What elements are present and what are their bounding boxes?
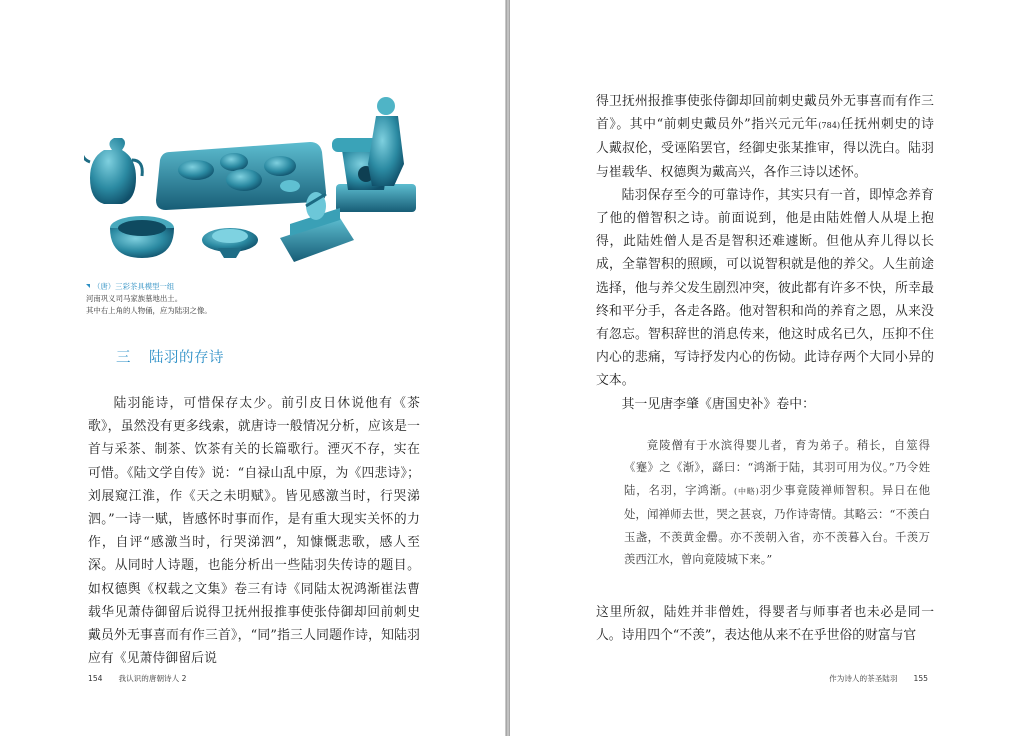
caption-line: 其中右上角的人物俑，应为陆羽之像。	[86, 306, 212, 315]
section-heading	[116, 346, 224, 367]
left-body-text	[88, 392, 420, 670]
paragraph: 得卫抚州报推事使张侍御却回前刺史戴员外无事喜而有作三首》。其中“前刺史戴员外”指兴元元年(784)任抚州刺史的诗人戴叔伦，受诬陷罢官，经御史张某推审，得以洗白。陆羽与崔载华、权德舆为戴高兴，各作三诗以述怀。	[596, 94, 935, 180]
quote-text: 竟陵僧有于水滨得婴儿者，育为弟子。稍长，自筮得《蹇》之《渐》，繇曰：“鸿渐于陆，其羽可用为仪。”乃令姓陆，名羽，字鸿渐。	[624, 438, 930, 497]
saucer	[202, 228, 258, 258]
paragraph-after-quote: 这里所叙，陆姓并非僧姓，得婴者与师事者也未必是同一人。诗用四个“不羡”，表达他从来不在乎世俗的财富与官	[596, 605, 934, 644]
caption-marker-icon	[86, 284, 90, 288]
tea-set-illustration	[84, 88, 424, 280]
ellipsis-note: (中略)	[734, 486, 759, 496]
page-number: 155	[913, 674, 928, 683]
section-number: 三	[116, 350, 131, 366]
ewer	[84, 138, 142, 204]
bowl	[110, 216, 174, 258]
left-footer	[88, 673, 187, 684]
right-body-text	[596, 90, 934, 416]
paragraph: 陆羽保存至今的可靠诗作，其实只有一首，即悼念养育了他的僧智积之诗。前面说到，他是由陆姓僧人从堤上抱得，此陆姓僧人是否是智积还难遽断。但他从弃儿得以长成，全靠智积的照顾，可以说智积就是他的养父。人生前途选择，他与养父发生剧烈冲突，彼此都有许多不快，所幸最终和平分手，各走各路。他对智积和尚的养育之恩，从来没有忽忘。智积辞世的消息传来，他这时成名已久，压抑不住内心的悲痛，写诗抒发内心的伤恸。此诗存两个大同小异的文本。	[596, 187, 934, 389]
tray	[156, 142, 326, 210]
left-page	[0, 0, 506, 736]
running-head: 作为诗人的茶圣陆羽	[829, 674, 898, 683]
figure-caption	[86, 281, 212, 317]
running-head: 我认识的唐朝诗人 2	[118, 674, 187, 683]
page-number: 154	[88, 674, 103, 683]
paragraph: 陆羽能诗，可惜保存太少。前引皮日休说他有《茶歌》，虽然没有更多线索，就唐诗一般情况分析，应该是一首与采茶、制茶、饮茶有关的长篇歌行。湮灭不存，实在可惜。《陆文学自传》说：“自禄山乱中原，为《四悲诗》；刘展窥江淮，作《天之未明赋》。皆见感激当时，行哭涕泗。”一诗一赋，皆感怀时事而作，是有重大现实关怀的力作，自评“感激当时，行哭涕泗”，知慷慨悲歌，感人至深。从同时人诗题，也能分析出一些陆羽失传诗的题目。如权德舆《权载之文集》卷三有诗《同陆太祝鸿渐崔法曹载华见萧侍御留后说得卫抚州报推事使张侍御却回前刺史戴员外无事喜而有作三首》，“同”指三人同题作诗，知陆羽应有《见萧侍御留后说	[88, 396, 420, 667]
section-title: 陆羽的存诗	[149, 350, 224, 366]
figurine-lu-yu	[332, 97, 416, 212]
paragraph: 其一见唐李肇《唐国史补》卷中：	[621, 396, 816, 412]
quote-text: 羽少事竟陵禅师智积。异日在他处，闻禅师去世，哭之甚哀，乃作诗寄情。其略云：“不羡白玉盏，不羡黄金罍。亦不羡朝入省，亦不羡暮入台。千羡万羡西江水，曾向竟陵城下来。”	[624, 482, 930, 567]
caption-title: （唐）三彩茶具模型一组	[93, 282, 175, 291]
caption-line: 河南巩义司马家族墓地出土。	[86, 294, 183, 303]
block-quote	[624, 434, 930, 570]
right-footer	[829, 673, 928, 684]
